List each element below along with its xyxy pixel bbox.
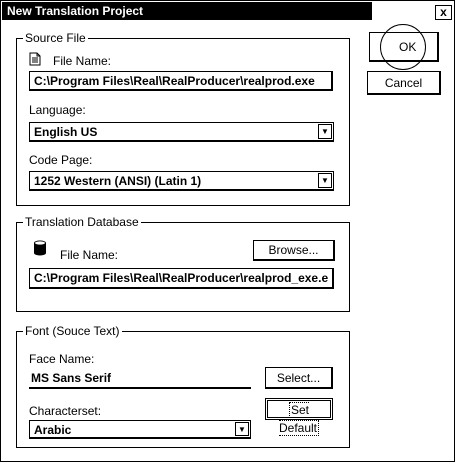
browse-button[interactable] — [253, 240, 335, 261]
browse-button-label: Browse... — [268, 243, 319, 257]
document-icon — [29, 52, 41, 69]
chevron-down-icon[interactable]: ▼ — [318, 124, 332, 139]
chevron-down-icon[interactable]: ▼ — [318, 173, 332, 188]
source-file-name-field[interactable]: C:\Program Files\Real\RealProducer\realprod.exe — [29, 71, 333, 91]
code-page-select[interactable] — [29, 171, 334, 191]
window-title: New Translation Project — [7, 4, 144, 18]
code-page-value: 1252 Western (ANSI) (Latin 1) — [34, 174, 202, 188]
face-name-field[interactable]: MS Sans Serif — [29, 369, 251, 389]
face-name-label: Face Name: — [29, 352, 95, 366]
characterset-value: Arabic — [34, 423, 72, 437]
title-bar — [2, 2, 453, 20]
select-button[interactable] — [265, 367, 333, 389]
cancel-button[interactable] — [367, 71, 441, 95]
database-file-name-field[interactable]: C:\Program Files\Real\RealProducer\realprod_exe.e — [29, 268, 334, 289]
characterset-select[interactable] — [29, 420, 251, 439]
close-button[interactable]: x — [435, 5, 452, 20]
language-select[interactable] — [29, 122, 334, 142]
translation-database-group — [16, 215, 350, 312]
language-value: English US — [34, 125, 98, 139]
set-default-button-label: Set Default — [278, 403, 318, 435]
font-group — [16, 324, 350, 448]
source-file-name-label: File Name: — [53, 54, 112, 68]
source-file-group — [16, 31, 350, 206]
characterset-label: Characterset: — [29, 404, 102, 418]
font-group-label: Font (Souce Text) — [25, 324, 120, 338]
language-label: Language: — [29, 103, 86, 117]
database-icon — [33, 240, 47, 259]
code-page-label: Code Page: — [29, 153, 93, 167]
ok-button[interactable] — [377, 24, 437, 69]
set-default-button[interactable] — [265, 398, 333, 435]
chevron-down-icon[interactable]: ▼ — [235, 422, 249, 436]
translation-database-group-label: Translation Database — [25, 215, 139, 229]
cancel-button-label: Cancel — [384, 76, 423, 90]
database-file-name-label: File Name: — [60, 248, 119, 262]
source-file-group-label: Source File — [25, 31, 86, 45]
select-button-label: Select... — [276, 371, 321, 385]
ok-button-label: OK — [399, 40, 417, 54]
